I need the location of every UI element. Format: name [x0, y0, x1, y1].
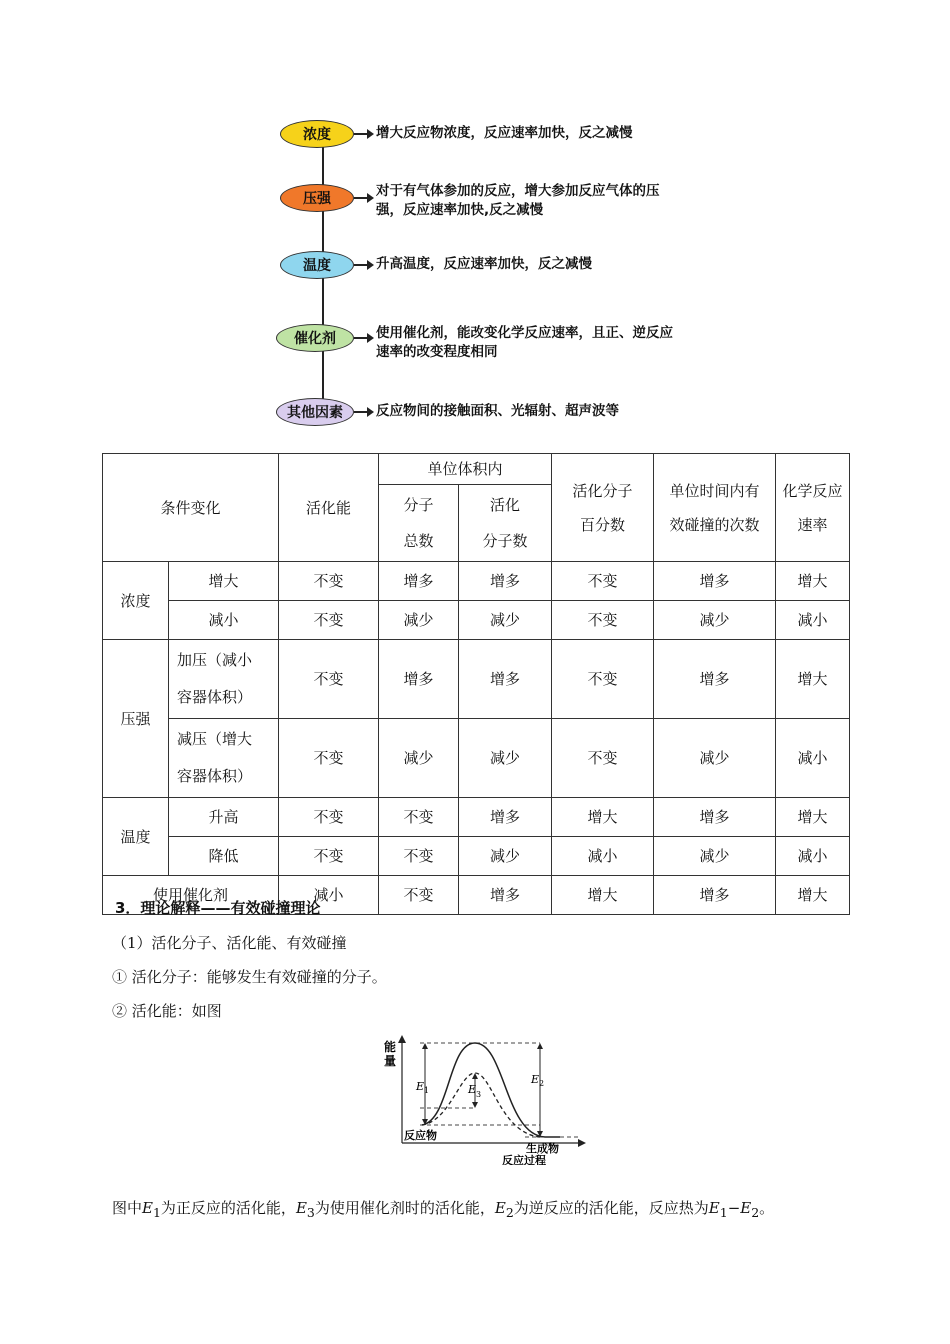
table-cell: 减小 — [776, 719, 850, 798]
caption-var: E — [740, 1199, 752, 1217]
y-axis-label: 能 — [384, 1040, 397, 1054]
table-cell: 增多 — [459, 876, 552, 915]
table-cell: 减少 — [654, 601, 776, 640]
table-cell: 减少 — [459, 719, 552, 798]
desc-pressure: 对于有气体参加的反应，增大参加反应气体的压强，反应速率加快,反之减慢 — [376, 183, 660, 218]
caption-var: E — [295, 1199, 307, 1217]
table-row — [103, 719, 850, 798]
paragraph: （1）活化分子、活化能、有效碰撞 — [112, 934, 347, 952]
table-cell: 增大 — [552, 798, 654, 837]
table-cell: 增多 — [654, 798, 776, 837]
table-row — [103, 837, 850, 876]
table-cell: 增大 — [776, 876, 850, 915]
node-temperature: 温度 — [280, 251, 354, 279]
group-label: 压强 — [103, 640, 169, 798]
group-label: 使用催化剂 — [103, 876, 279, 915]
arrow-icon — [354, 264, 368, 266]
caption-text: 为使用催化剂时的活化能， — [314, 1199, 495, 1217]
table-cell: 不变 — [279, 719, 379, 798]
caption-var: E — [142, 1199, 153, 1217]
caption — [112, 1197, 852, 1220]
desc-other-factors: 反应物间的接触面积、光辐射、超声波等 — [376, 403, 619, 419]
caption-text: − — [727, 1199, 741, 1217]
sub-condition — [169, 640, 279, 719]
table-cell: 减小 — [776, 601, 850, 640]
caption-var: E — [708, 1199, 720, 1217]
sub-condition-line: 加压（减小 — [177, 651, 253, 669]
node-other-factors: 其他因素 — [276, 398, 354, 426]
table-cell: 不变 — [379, 798, 459, 837]
sub-condition: 降低 — [169, 837, 279, 876]
caption-sub: 2 — [751, 1205, 760, 1220]
table-cell: 增多 — [459, 798, 552, 837]
header-text: 单位时间内有 — [669, 481, 760, 500]
header-text: 速率 — [797, 515, 828, 534]
desc-temperature: 升高温度，反应速率加快，反之减慢 — [376, 256, 592, 272]
table-cell: 增大 — [776, 640, 850, 719]
table-cell: 减小 — [552, 837, 654, 876]
caption-text: 。 — [759, 1199, 775, 1217]
desc-catalyst: 使用催化剂，能改变化学反应速率，且正、逆反应速率的改变程度相同 — [376, 325, 673, 360]
e2-subscript: 2 — [539, 1079, 545, 1088]
table-cell: 减少 — [654, 837, 776, 876]
table-cell: 减少 — [379, 601, 459, 640]
header-condition: 条件变化 — [103, 454, 279, 562]
table-cell: 不变 — [552, 601, 654, 640]
table-row — [103, 562, 850, 601]
table-cell: 增大 — [776, 798, 850, 837]
table-row — [103, 798, 850, 837]
table-cell: 增多 — [654, 876, 776, 915]
sub-condition-line: 容器体积） — [177, 688, 253, 706]
table-cell: 不变 — [279, 640, 379, 719]
e2-label: E — [531, 1073, 540, 1086]
table-row — [103, 601, 850, 640]
header-text: 分子数 — [482, 532, 528, 550]
header-effective-collisions — [654, 454, 776, 562]
header-activation-energy: 活化能 — [279, 454, 379, 562]
arrow-icon — [354, 337, 368, 339]
sub-condition — [169, 719, 279, 798]
table-cell: 不变 — [379, 876, 459, 915]
arrow-icon — [354, 133, 368, 135]
table-cell: 不变 — [552, 719, 654, 798]
table-cell: 增多 — [379, 640, 459, 719]
y-axis-label: 量 — [384, 1054, 397, 1068]
table-cell: 减少 — [459, 601, 552, 640]
sub-condition: 减小 — [169, 601, 279, 640]
table-cell: 减小 — [776, 837, 850, 876]
e1-label: E — [416, 1080, 425, 1093]
arrow-icon — [354, 197, 368, 199]
sub-condition-line: 容器体积） — [177, 767, 253, 785]
table-cell: 增大 — [776, 562, 850, 601]
table-cell: 增多 — [379, 562, 459, 601]
node-concentration: 浓度 — [280, 120, 354, 148]
sub-condition: 升高 — [169, 798, 279, 837]
table-cell: 不变 — [279, 837, 379, 876]
table-cell: 减少 — [459, 837, 552, 876]
header-text: 化学反应 — [782, 481, 843, 500]
sub-condition-line: 减压（增大 — [177, 730, 253, 748]
table-cell: 不变 — [552, 640, 654, 719]
caption-sub: 1 — [152, 1205, 161, 1220]
caption-text: 为正反应的活化能， — [160, 1199, 296, 1217]
caption-sub: 3 — [306, 1205, 315, 1220]
node-pressure: 压强 — [280, 184, 354, 212]
table-cell: 不变 — [552, 562, 654, 601]
e3-subscript: 3 — [476, 1090, 482, 1099]
arrow-icon — [354, 411, 368, 413]
reactants-label: 反应物 — [404, 1129, 437, 1142]
table-cell: 增多 — [654, 640, 776, 719]
table-cell: 不变 — [379, 837, 459, 876]
factors-diagram — [280, 110, 700, 440]
e3-label: E — [468, 1083, 477, 1096]
section-heading: 3．理论解释——有效碰撞理论 — [115, 899, 321, 917]
header-activated-molecules — [459, 485, 552, 562]
table-cell: 不变 — [279, 562, 379, 601]
sub-condition: 增大 — [169, 562, 279, 601]
table-cell: 增多 — [459, 562, 552, 601]
table-row — [103, 640, 850, 719]
table-cell: 不变 — [279, 601, 379, 640]
header-per-volume: 单位体积内 — [379, 454, 552, 485]
group-label: 浓度 — [103, 562, 169, 640]
caption-text: 为逆反应的活化能，反应热为 — [513, 1199, 709, 1217]
caption-sub: 2 — [505, 1205, 514, 1220]
caption-var: E — [494, 1199, 506, 1217]
node-catalyst: 催化剂 — [276, 324, 354, 352]
energy-diagram — [380, 1035, 600, 1165]
header-text: 活化分子 — [572, 481, 633, 500]
table-cell: 增大 — [552, 876, 654, 915]
table-cell: 减少 — [654, 719, 776, 798]
e1-subscript: 1 — [424, 1086, 430, 1095]
header-activated-percent — [552, 454, 654, 562]
caption-sub: 1 — [719, 1205, 728, 1220]
table-cell: 减小 — [279, 876, 379, 915]
table-cell: 不变 — [279, 798, 379, 837]
x-axis-label: 反应过程 — [502, 1154, 546, 1165]
header-reaction-rate — [776, 454, 850, 562]
conditions-table — [102, 453, 850, 915]
desc-concentration: 增大反应物浓度，反应速率加快，反之减慢 — [376, 125, 633, 141]
products-label: 生成物 — [526, 1142, 559, 1155]
header-text: 活化 — [490, 496, 521, 514]
header-text: 百分数 — [580, 515, 626, 534]
caption-text: 图中 — [112, 1199, 143, 1217]
paragraph: ① 活化分子：能够发生有效碰撞的分子。 — [112, 968, 387, 986]
header-text: 总数 — [403, 532, 434, 550]
header-text: 分子 — [403, 496, 434, 514]
group-label: 温度 — [103, 798, 169, 876]
table-cell: 减少 — [379, 719, 459, 798]
header-total-molecules — [379, 485, 459, 562]
table-cell: 增多 — [654, 562, 776, 601]
table-cell: 增多 — [459, 640, 552, 719]
paragraph: ② 活化能：如图 — [112, 1002, 222, 1020]
header-text: 效碰撞的次数 — [669, 515, 760, 534]
